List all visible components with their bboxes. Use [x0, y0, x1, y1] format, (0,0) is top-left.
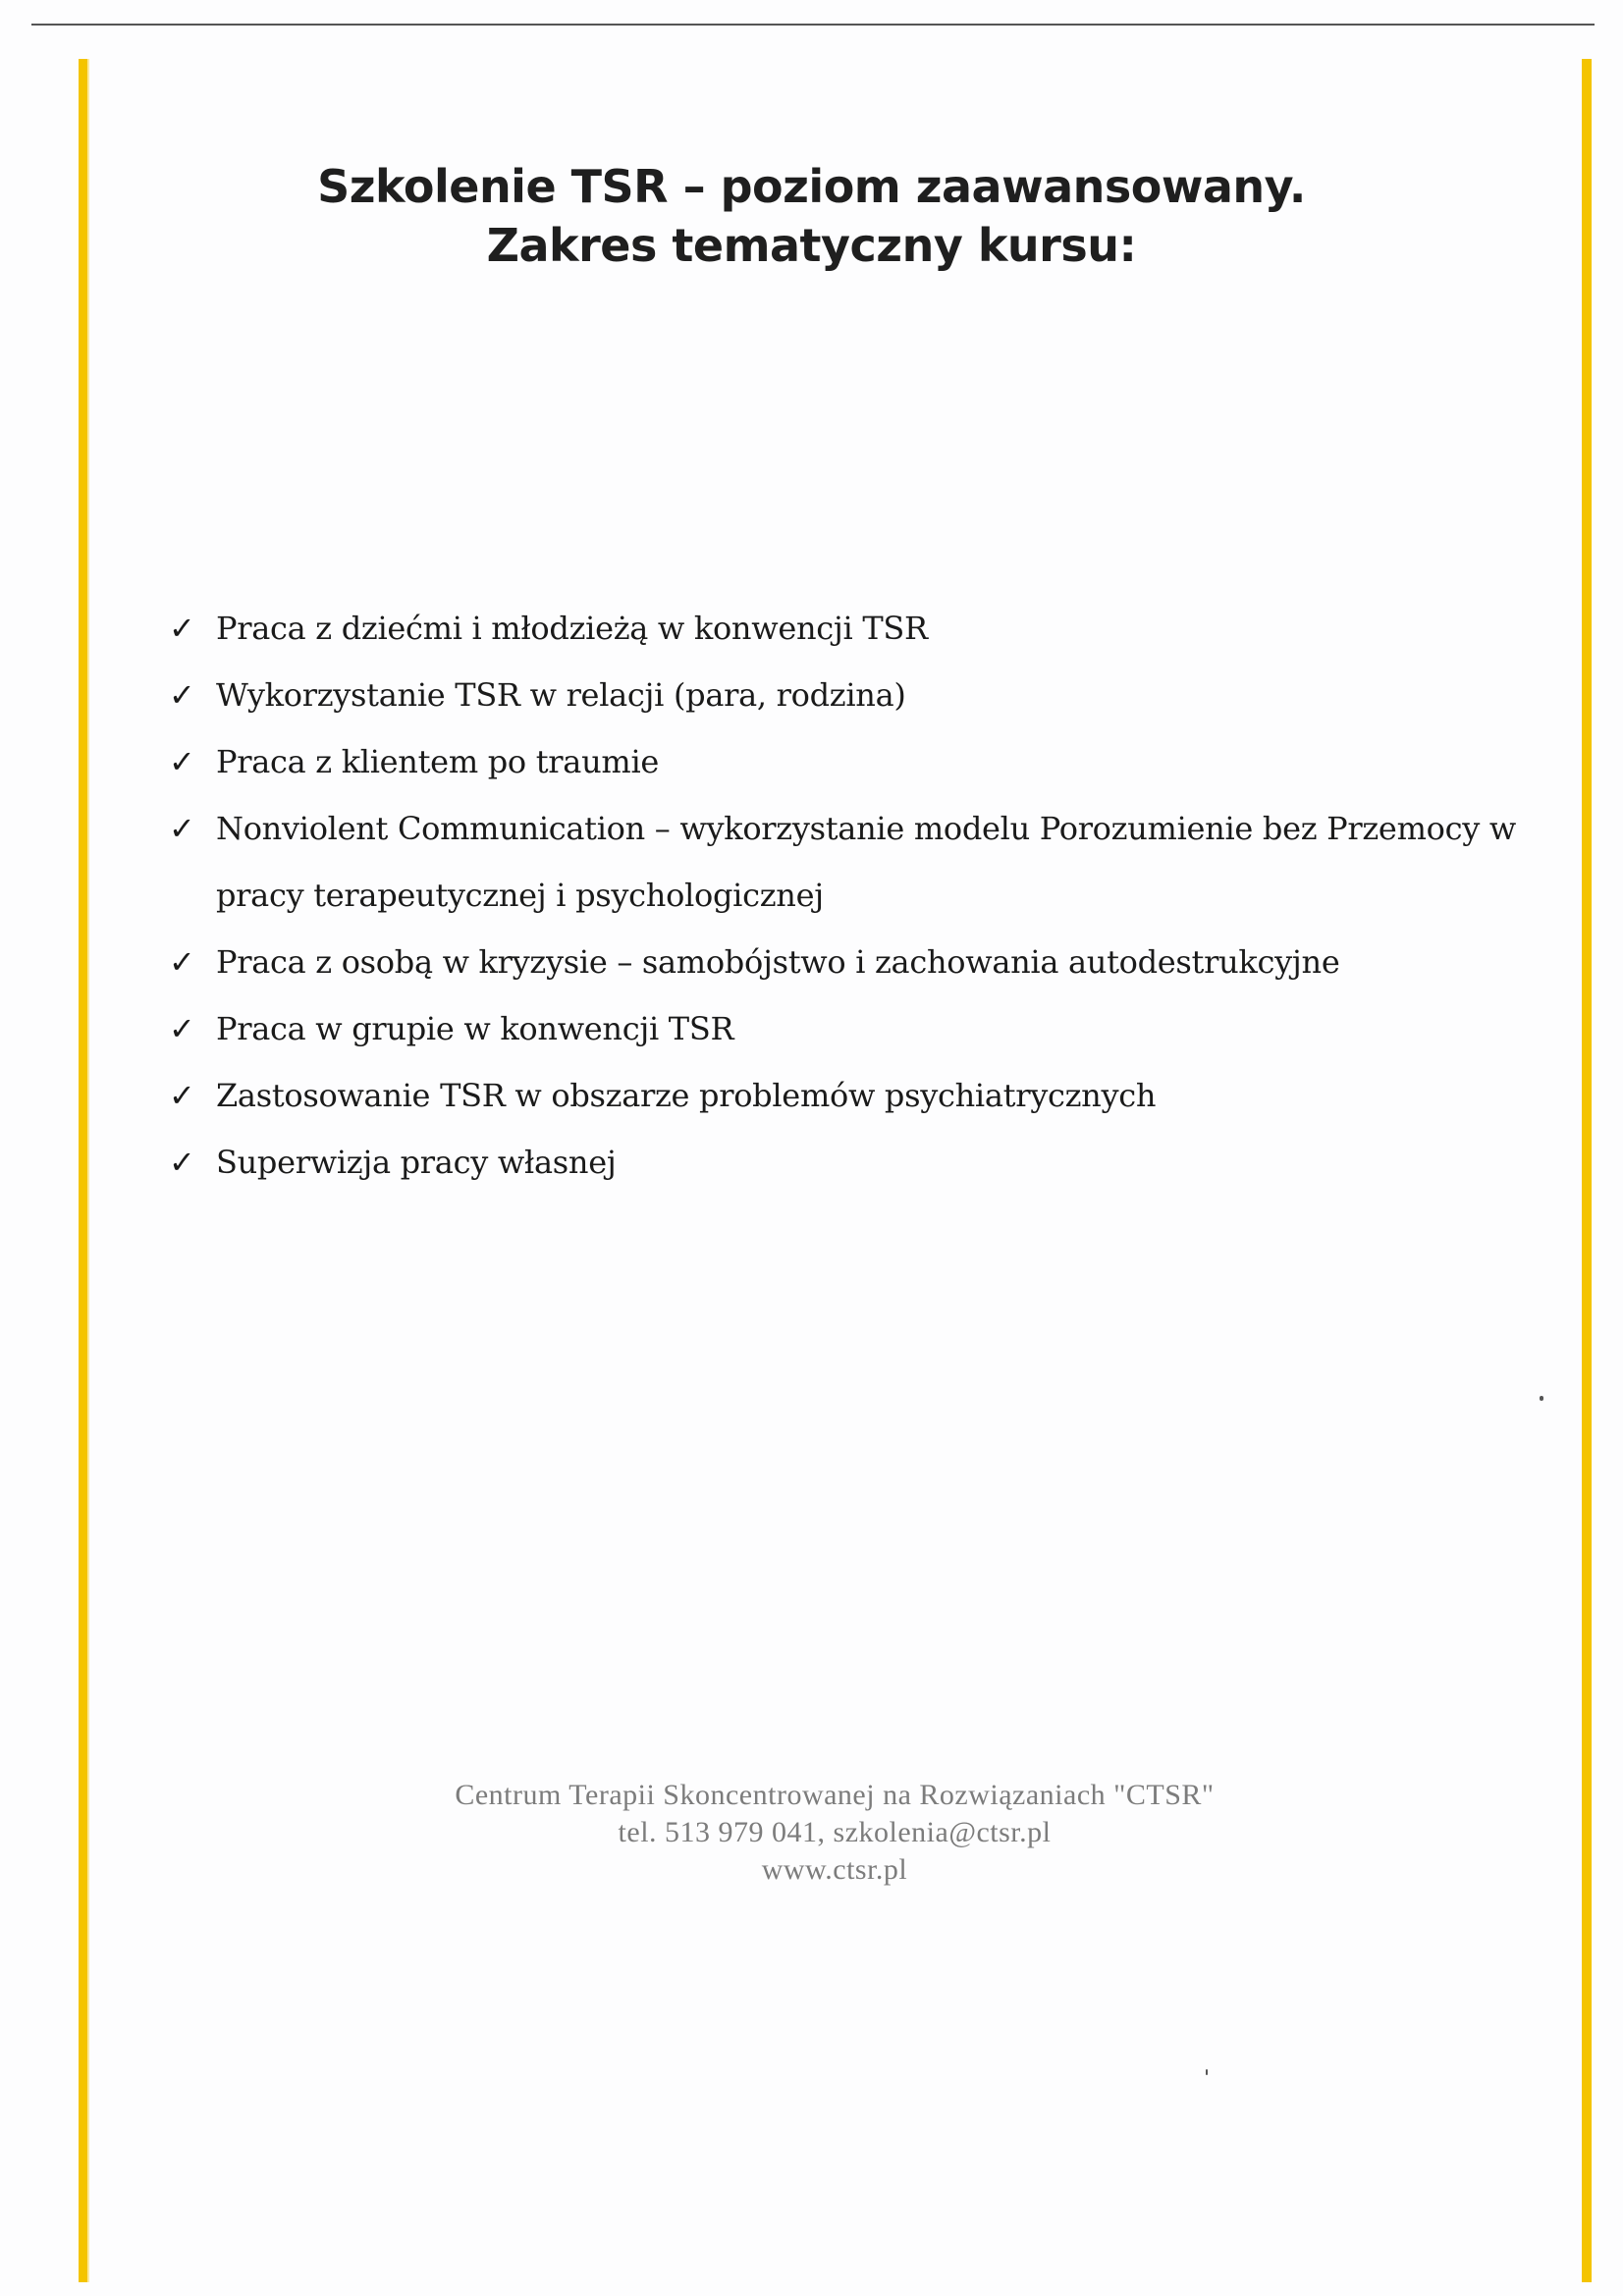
topic-text: Zastosowanie TSR w obszarze problemów psychiatrycznych	[216, 1077, 1157, 1114]
left-yellow-border	[79, 59, 92, 2282]
footer-contact-line: tel. 513 979 041, szkolenia@ctsr.pl	[618, 1816, 1052, 1848]
check-icon: ✓	[169, 610, 195, 647]
check-icon: ✓	[169, 943, 195, 981]
topic-text: Praca z osobą w kryzysie – samobójstwo i zachowania autodestrukcyjne	[216, 943, 1340, 981]
top-rule	[31, 24, 1595, 26]
list-item	[169, 929, 1563, 995]
list-item	[169, 795, 1563, 929]
topic-list	[169, 595, 1563, 1196]
footer-website: www.ctsr.pl	[761, 1853, 908, 1886]
footer-organization: Centrum Terapii Skoncentrowanej na Rozwiązaniach "CTSR"	[455, 1779, 1215, 1811]
topic-text: Superwizja pracy własnej	[216, 1144, 617, 1181]
list-item	[169, 728, 1563, 795]
right-yellow-border	[1582, 59, 1592, 2282]
check-icon: ✓	[169, 1077, 195, 1114]
topic-text: Praca w grupie w konwencji TSR	[216, 1010, 734, 1047]
check-icon: ✓	[169, 1010, 195, 1047]
topic-text: Praca z dziećmi i młodzieżą w konwencji TSR	[216, 610, 928, 647]
topic-text: Nonviolent Communication – wykorzystanie modelu Porozumienie bez Przemocy w pracy terapeutycznej i psychologicznej	[216, 810, 1516, 914]
check-icon: ✓	[169, 810, 195, 847]
footer-contact	[0, 1777, 1623, 1889]
check-icon: ✓	[169, 1144, 195, 1181]
title-line-2: Zakres tematyczny kursu:	[486, 219, 1137, 272]
scan-speck	[1206, 2069, 1208, 2075]
list-item	[169, 995, 1563, 1062]
list-item	[169, 1129, 1563, 1196]
check-icon: ✓	[169, 743, 195, 780]
title-line-1: Szkolenie TSR – poziom zaawansowany.	[317, 160, 1306, 213]
topic-text: Wykorzystanie TSR w relacji (para, rodzina)	[216, 676, 906, 714]
list-item	[169, 595, 1563, 662]
check-icon: ✓	[169, 676, 195, 714]
scan-speck	[1540, 1396, 1543, 1401]
list-item	[169, 662, 1563, 728]
page-title	[0, 157, 1623, 275]
list-item	[169, 1062, 1563, 1129]
topic-text: Praca z klientem po traumie	[216, 743, 660, 780]
